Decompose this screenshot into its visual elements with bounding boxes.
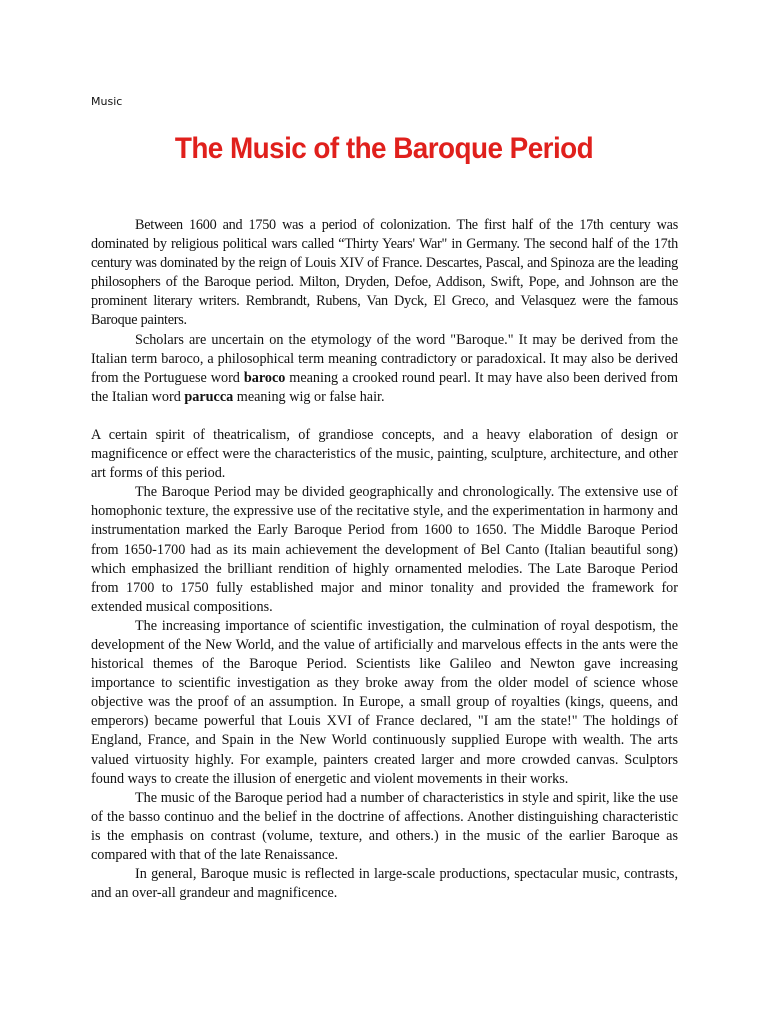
paragraph-2-text-1: Scholars are uncertain on the etymology of the word "Baroque." It may be derived from the Italian term baroco, a philosophical term meaning contradictory or paradoxical. It may also be derived from the Portuguese word <box>91 331 678 386</box>
paragraph-1: Between 1600 and 1750 was a period of colonization. The first half of the 17th century was dominated by religious political wars called “Thirty Years' War" in Germany. The second half of the 17th century was dominated by the reign of Louis XIV of France. Descartes, Pascal, and Spinoza are the leading philosophers of the Baroque period. Milton, Dryden, Defoe, Addison, Swift, Pope, and Johnson are the prominent literary writers. Rembrandt, Rubens, Van Dyck, El Greco, and Velasquez were the famous Baroque painters. <box>91 217 678 329</box>
paragraph-4: The Baroque Period may be divided geographically and chronologically. The extensive use of homophonic texture, the expressive use of the recitative style, and the experimentation in harmony and instrumentation marked the Early Baroque Period from 1600 to 1650. The Middle Baroque Period from 1650-1700 had as its main achievement the development of Bel Canto (Italian beautiful song) which emphasized the brilliant rendition of highly ornamented melodies. The Late Baroque Period from 1700 to 1750 fully established major and minor tonality and provided the framework for extended musical compositions. <box>91 484 678 615</box>
paragraph-2-text-3: meaning wig or false hair. <box>233 388 385 405</box>
paragraph-2-text-2: meaning a crooked round pearl. It may have also been derived from the Italian word <box>91 369 678 405</box>
paragraph-3: A certain spirit of theatricalism, of grandiose concepts, and a heavy elaboration of design or magnificence or effect were the characteristics of the music, painting, sculpture, architecture, and other art forms of this period. <box>91 426 678 482</box>
paragraph-5: The increasing importance of scientific investigation, the culmination of royal despotism, the development of the New World, and the value of artificially and marvelous effects in the ants were the historical themes of the Baroque Period. Scientists like Galileo and Newton gave increasing importance to scientific investigation as they broke away from the older model of science whose objective was the proof of an assumption. In Europe, a small group of royalties (kings, queens, and emperors) became powerful that Louis XVI of France declared, "I am the state!" The holdings of England, France, and Spain in the New World continuously supplied Europe with wealth. The arts valued virtuosity highly. For example, painters created larger and more crowded canvas. Sculptors found ways to create the illusion of energetic and violent movements in their works. <box>91 617 678 787</box>
paragraph-6: The music of the Baroque period had a number of characteristics in style and spirit, like the use of the basso continuo and the belief in the doctrine of affections. Another distinguishing characteristic is the emphasis on contrast (volume, texture, and others.) in the music of the earlier Baroque as compared with that of the late Renaissance. <box>91 789 678 863</box>
category-label: Music <box>91 95 123 108</box>
paragraph-7: In general, Baroque music is reflected in large-scale productions, spectacular music, contrasts, and an over-all grandeur and magnificence. <box>91 866 678 902</box>
paragraph-2 <box>91 331 678 407</box>
article-body <box>91 216 678 903</box>
term-baroco: baroco <box>243 369 286 386</box>
page-title: The Music of the Baroque Period <box>174 132 594 165</box>
term-parucca: parucca <box>184 388 234 405</box>
